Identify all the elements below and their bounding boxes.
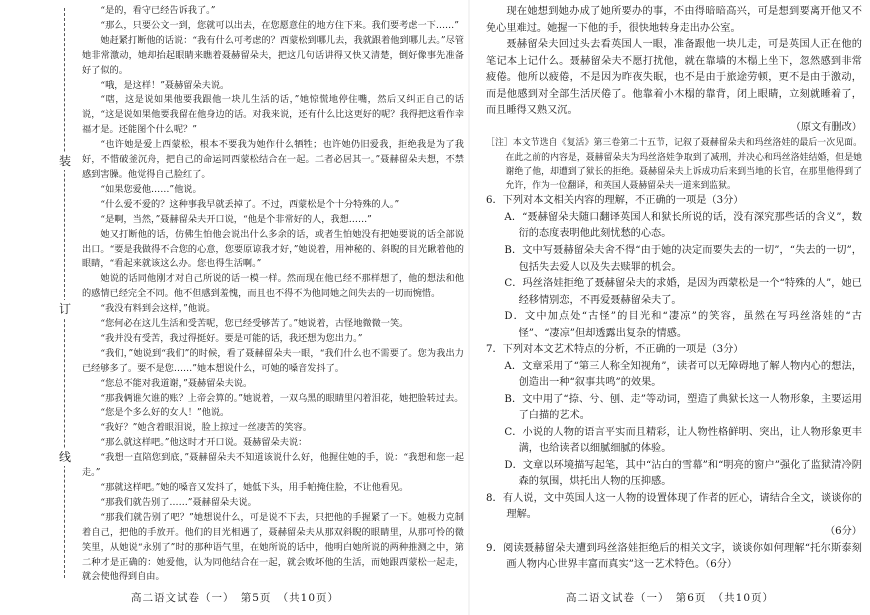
question-6-option-c: C．玛丝洛娃拒绝了聂赫留朵夫的求婚，是因为西蒙松是一个“特殊的人”，她已经移情别恋，不再爱聂赫留朵夫了。	[504, 278, 862, 306]
passage-paragraph: “嗐，这是说如果他要我跟他一块儿生活的话，”她惊慌地停住嘴，然后又纠正自己的话说，“这是说如果他要我留在他身边的话。对我来说，还有什么比这更好的呢？我得把这看作幸福才是。还能图个什么呢？”	[82, 94, 464, 136]
passage-paragraph: “那我们就告别了……”聂赫留朵夫说。	[100, 496, 257, 508]
question-6-option-a: A．“聂赫留朵夫随口翻译英国人和狱长所说的话，没有深究那些话的含义”，数衍的态度表明他此刻忧愁的心态。	[504, 211, 862, 240]
right-text-column	[486, 4, 862, 574]
passage-paragraph: “我们，”她说到“我们”的时候，看了聂赫留朵夫一眼，“我们什么也不需要了。您为我出力已经够多了。要不是您……”她本想说什么，可她的嗓音发抖了。	[82, 347, 464, 374]
passage-paragraph: “那么，只要公文一到，您就可以出去，在您愿意住的地方住下来。我们要考虑一下……”	[100, 19, 459, 31]
question-6-option-d: D．文中加点处“古怪”的目光和“凄凉”的笑容，虽然在写玛丝洛娃的“古怪”、“凄凉”但却透露出复杂的情感。	[504, 311, 862, 339]
question-7-option-b: B．文中用了“捺、兮、刨、走”等动词，塑造了典狱长这一人物形象，主要运用了白描的艺术。	[504, 393, 862, 422]
source-note: （原文有删改）	[790, 121, 862, 133]
binding-mark-zhuang: 装	[58, 154, 71, 168]
passage-paragraph: 聂赫留朵夫回过头去看英国人一眼，准备跟他一块儿走，可是英国人正在他的笔记本上记什么。聂赫留朵夫不愿打扰他，就在靠墙的木榻上坐下，忽然感到非常疲倦。他所以疲倦，不是因为昨夜失眠，也不是由于旅途劳顿，更不是由于激动，而是他感到对全部生活厌倦了。他靠着小木榻的靠背，闭上眼睛，立刻就睡着了，而且睡得又熟又沉。	[486, 39, 862, 117]
passage-paragraph: “您是个多么好的女人！”他说。	[100, 407, 230, 419]
question-8-stem: 8．有人说，文中英国人这一人物的设置体现了作者的匠心，请结合全文，谈谈你的理解。	[486, 492, 862, 521]
footnote: ［注］本文节选自《复活》第三卷第二十五节，记叙了聂赫留朵夫和玛丝洛娃的最后一次见面。在此之前的内容是，聂赫留朵夫为玛丝洛娃争取到了减刑，并决心和玛丝洛娃结婚，但是她谢绝了他，却遭到了狱长的拒绝。聂赫留朵夫上诉成功后来到当地的长官，在那里他得到了允许，作为一位翻译，和英国人聂赫留朵夫一道来到监狱。	[486, 138, 862, 192]
passage-paragraph: “那么就这样吧。”他这时才开口说。聂赫留朵夫说：	[100, 437, 308, 449]
passage-paragraph: 她又打断他的话，仿佛生怕他会说出什么多余的话，或者生怕她没有把她要说的话全部说出口。“要是我做得不合您的心意，您要原谅我才好，”她说着，用神秘的、斜睨的目光瞅着他的眼睛，“看起来就该这么办。您也得生活啊。”	[82, 228, 464, 270]
passage-paragraph: “我没有料到会这样，”他说。	[100, 303, 216, 315]
passage-paragraph: “那我们就告别了吧？”她想说什么，可是说不下去，只把他的手握紧了一下。她极力克制着自己，把他的手放开。他们的目光相遇了，聂赫留朵夫从那双斜睨的眼睛里，从那可怜的微笑里，从她说“永别了”时的那种语气里，在她所说的话中，他明白她所说的两种推测之中，第二种才是正确的：她爱他，认为同他结合在一起，就会败坏他的生活，而她跟西蒙松一起走，就会使他得到自由。	[82, 511, 464, 583]
passage-paragraph: 她说的话同他刚才对自己所说的话一模一样。然而现在他已经不那样想了，他的想法和他的感情已经完全不同。他不但感到羞愧，而且也不得不为他同她之间失去的一切而惋惜。	[82, 273, 464, 300]
passage-paragraph: “如果您爱他……”他说。	[100, 183, 202, 195]
question-7-option-d: D．文章以环境描写起笔，其中“沾白的雪幕”和“明亮的窗户”强化了监狱清冷阴森的氛围，烘托出人物的压抑感。	[504, 459, 862, 488]
binding-mark-xian: 线	[58, 450, 71, 464]
passage-paragraph: “我好？”她含着眼泪说，脸上掠过一丝凄苦的笑容。	[100, 422, 312, 434]
left-page-footer: 高二语文试卷（一） 第5页 （共10页）	[130, 592, 340, 604]
passage-paragraph: 她赶紧打断他的话说：“我有什么可考虑的？西蒙松到哪儿去，我就跟着他到哪儿去。”尽管她非常激动，她却抬起眼睛来瞧着聂赫留朵夫，把这几句话讲得又快又清楚，倒好像事先准备好了似的。	[82, 34, 464, 76]
passage-paragraph: “您何必在这儿生活和受苦呢，您已经受够苦了。”她说着，古怪地微微一笑。	[100, 318, 409, 330]
question-7-option-c: C．小说的人物的语言平实而且精彩，让人物性格鲜明、突出，让人物形象更丰满，也给读者以细腻细腻的体验。	[504, 426, 862, 455]
right-page-footer: 高二语文试卷（一） 第6页 （共10页）	[565, 592, 775, 604]
passage-paragraph: “也许她是爱上西蒙松，根本不要我为她作什么牺牲；也许她仍旧爱我，拒绝我是为了我好，不惜破釜沉舟，把自己的命运同西蒙松结合在一起。二者必居其一。”聂赫留朵夫想，不禁感到害臊。他觉得自己脸红了。	[82, 139, 464, 180]
question-6-stem: 6．下列对本文相关内容的理解，不正确的一项是（3分）	[486, 195, 744, 207]
binding-dashed-line	[64, 8, 65, 578]
question-7-option-a: A．文章采用了“第三人称全知视角”，读者可以无障碍地了解人物内心的想法，创造出一种“叙事共鸣”的效果。	[504, 360, 862, 389]
passage-paragraph: “哦，是这样！”聂赫留朵夫说。	[100, 79, 230, 91]
question-9-stem: 9．阅读聂赫留朵夫遭到玛丝洛娃拒绝后的相关文字，谈谈你如何理解“托尔斯泰刻画人物内心世界丰富而真实”这一艺术特色。（6分）	[486, 542, 862, 571]
binding-mark-ding: 订	[58, 302, 71, 316]
right-page	[470, 0, 870, 615]
question-6-option-b: B．文中写聂赫留朵夫舍不得“由于她的决定而要失去的一切”，“失去的一切”，包括失去爱人以及失去赎罪的机会。	[504, 244, 862, 273]
passage-paragraph: “那就这样吧。”她的嗓音又发抖了，她低下头，用手帕掩住脸，不让他看见。	[100, 482, 409, 493]
passage-paragraph: “那我俩谁欠谁的账？上帝会算的。”她说着，一双乌黑的眼睛里闪着泪花，她把脸转过去。	[100, 392, 464, 404]
passage-paragraph: “是啊，当然，”聂赫留朵夫开口说，“他是个非常好的人，我想……”	[100, 213, 372, 225]
passage-paragraph: “我并没有受苦，我过得挺好。要是可能的话，我还想为您出力。”	[100, 332, 363, 344]
passage-paragraph: 现在她想到她办成了她所要办的事，不由得暗暗高兴，可是想到要离开他又不免心里难过。她握一下他的手，很快地转身走出办公室。	[486, 6, 862, 34]
passage-paragraph: “是的，看守已经告诉我了。”	[100, 5, 216, 16]
question-7-stem: 7．下列对本文艺术特点的分析，不正确的一项是（3分）	[486, 344, 744, 356]
left-text-column	[82, 4, 464, 585]
question-8-score: （6分）	[824, 526, 862, 537]
passage-paragraph: “什么爱不爱的？这种事我早就丢掉了。不过，西蒙松是个十分特殊的人。”	[100, 198, 400, 210]
passage-paragraph: “我想一直陪您到底，”聂赫留朵夫不知道该说什么好，他握住她的手，说：“我想和您一起走。”	[82, 452, 464, 479]
passage-paragraph: “您总不能对我道谢，”聂赫留朵夫说。	[100, 377, 253, 389]
